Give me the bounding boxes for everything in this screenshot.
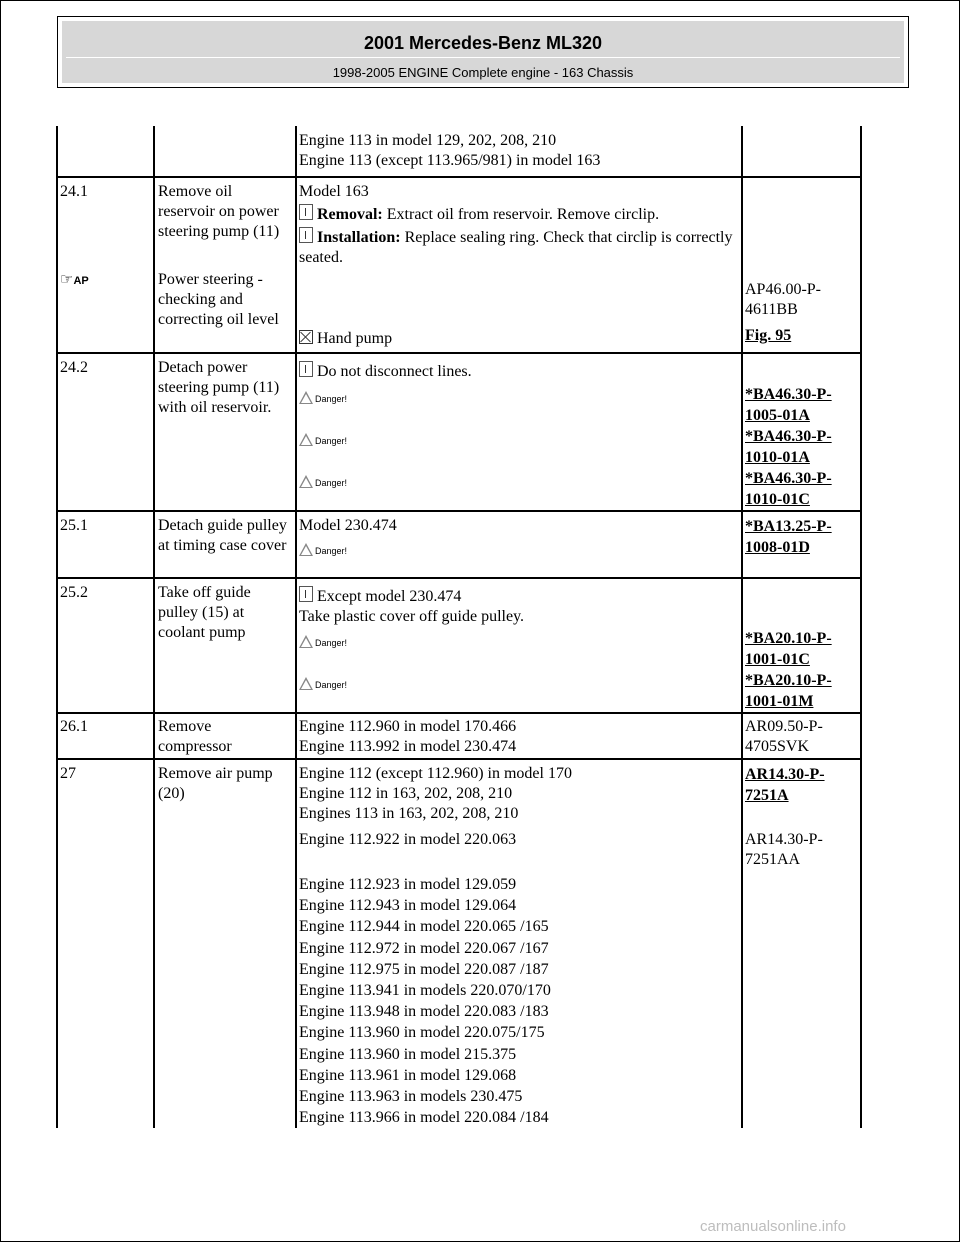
list-item: Engine 113.966 in model 220.084 /184 [299,1109,549,1127]
danger-label: Danger! [315,478,348,488]
reference-text: AR09.50-P- 4705SVK [745,718,823,755]
step-number: 24.2 [60,359,88,376]
installation-label: Installation: [317,229,401,246]
danger-label: Danger! [315,680,348,690]
watermark: carmanualsonline.info [700,1218,846,1235]
column-divider [295,126,297,1128]
list-item: Engine 113.961 in model 129.068 [299,1066,517,1084]
page-header [57,16,909,88]
step-number: 25.1 [60,517,88,534]
header-divider [66,57,900,58]
reference-text: AR14.30-P- 7251AA [745,831,823,868]
note-icon [299,361,313,377]
step-action: Detach power steering pump (11) with oil reservoir. [158,359,280,416]
column-divider [741,126,743,1128]
model-text: Model 230.474 [299,517,397,534]
danger-icon [299,426,347,446]
column-divider [153,126,155,1128]
step-details [299,586,524,627]
danger-label: Danger! [315,436,348,446]
ap-link-icon[interactable] [60,270,89,291]
row-divider [56,352,862,354]
table-row [299,131,600,171]
header-subtitle: 1998-2005 ENGINE Complete engine - 163 Chassis [332,65,634,80]
list-item: Engine 113.960 in model 215.375 [299,1045,517,1063]
row-description: Engine 112 in 163, 202, 208, 210 [299,785,513,802]
note-text: Except model 230.474 [317,588,462,605]
pointing-hand-icon: ☞ [60,271,74,288]
warning-triangle-icon [299,433,313,446]
step-number: 27 [60,765,76,782]
list-item: Engine 113.948 in model 220.083 /183 [299,1003,549,1021]
step-action: Take off guide pulley (15) at coolant pump [158,584,251,641]
danger-icon [299,384,347,404]
sub-action: Power steering - checking and correcting oil level [158,271,279,328]
list-item: Engine 112.972 in model 220.067 /167 [299,939,549,957]
list-item: Engine 112.975 in model 220.087 /187 [299,960,549,978]
hand-pump-item [299,329,392,349]
note-line [299,361,472,382]
safety-reference-link[interactable]: *BA13.25-P- 1008-01D [745,518,832,556]
figure-link[interactable]: Fig. 95 [745,327,792,344]
safety-reference-link[interactable]: *BA20.10-P- 1001-01C [745,630,832,668]
table-border-left [56,126,58,1128]
note-icon [299,586,313,602]
installation-note [299,227,739,268]
row-description: Engine 112 (except 112.960) in model 170 [299,765,572,782]
step-details [299,717,516,757]
row-description: Engine 112.960 in model 170.466 [299,718,517,735]
warning-triangle-icon [299,677,313,690]
warning-triangle-icon [299,391,313,404]
danger-icon [299,536,347,556]
list-item: Engine 112.943 in model 129.064 [299,897,517,915]
step-details [299,182,739,268]
danger-label: Danger! [315,546,348,556]
table-border-right [860,126,862,1128]
safety-reference-link[interactable]: *BA46.30-P- 1010-01C [745,470,832,508]
model-text: Model 163 [299,183,369,200]
row-description: Engine 113.992 in model 230.474 [299,738,517,755]
row-divider [56,758,862,760]
step-number: 26.1 [60,718,88,735]
header-panel [62,21,904,83]
list-item: Engine 112.944 in model 220.065 /165 [299,918,549,936]
hand-pump-label: Hand pump [317,330,393,347]
safety-reference-link[interactable]: *BA20.10-P- 1001-01M [745,672,832,710]
warning-triangle-icon [299,475,313,488]
broken-image-icon [299,330,313,344]
row-description: Engine 113 in model 129, 202, 208, 210 [299,132,557,149]
row-divider [56,176,862,178]
row-description: Engines 113 in 163, 202, 208, 210 [299,805,519,822]
removal-note [299,204,739,225]
sub-reference: AP46.00-P-4611BB [745,281,822,318]
danger-icon [299,468,347,488]
danger-icon [299,670,347,690]
danger-icon [299,628,347,648]
list-item: Engine 112.923 in model 129.059 [299,876,517,893]
header-title: 2001 Mercedes-Benz ML320 [363,33,603,53]
instruction-text: Take plastic cover off guide pulley. [299,608,525,625]
step-number: 25.2 [60,584,88,601]
ap-label: AP [73,275,89,287]
step-action: Remove oil reservoir on power steering pump (11) [158,183,280,240]
row-description: Engine 113 (except 113.965/981) in model 163 [299,152,601,169]
row-divider [56,577,862,579]
warning-triangle-icon [299,543,313,556]
removal-text: Extract oil from reservoir. Remove circlip. [382,206,660,223]
step-action: Remove compressor [158,718,232,755]
safety-reference-link[interactable]: *BA46.30-P- 1010-01A [745,428,832,466]
row-description: Engine 112.922 in model 220.063 [299,831,517,848]
list-item: Engine 113.941 in models 220.070/170 [299,982,551,1000]
installation-text: Replace sealing ring. Check that circlip is correctly seated. [299,229,733,266]
procedure-reference-link[interactable]: AR14.30-P- 7251A [745,766,825,804]
note-icon [299,204,313,220]
step-number: 24.1 [60,183,88,200]
step-action: Remove air pump (20) [158,765,273,802]
step-details [299,764,572,824]
danger-label: Danger! [315,394,348,404]
row-divider [56,510,862,512]
note-icon [299,227,313,243]
note-text: Do not disconnect lines. [317,363,472,380]
safety-reference-link[interactable]: *BA46.30-P- 1005-01A [745,386,832,424]
step-action: Detach guide pulley at timing case cover [158,517,287,554]
danger-label: Danger! [315,638,348,648]
warning-triangle-icon [299,635,313,648]
removal-label: Removal: [317,206,383,223]
list-item: Engine 113.963 in models 230.475 [299,1088,523,1106]
note-line [299,586,524,607]
row-divider [56,712,862,714]
engine-model-list [299,874,551,1128]
list-item: Engine 113.960 in model 220.075/175 [299,1024,545,1042]
